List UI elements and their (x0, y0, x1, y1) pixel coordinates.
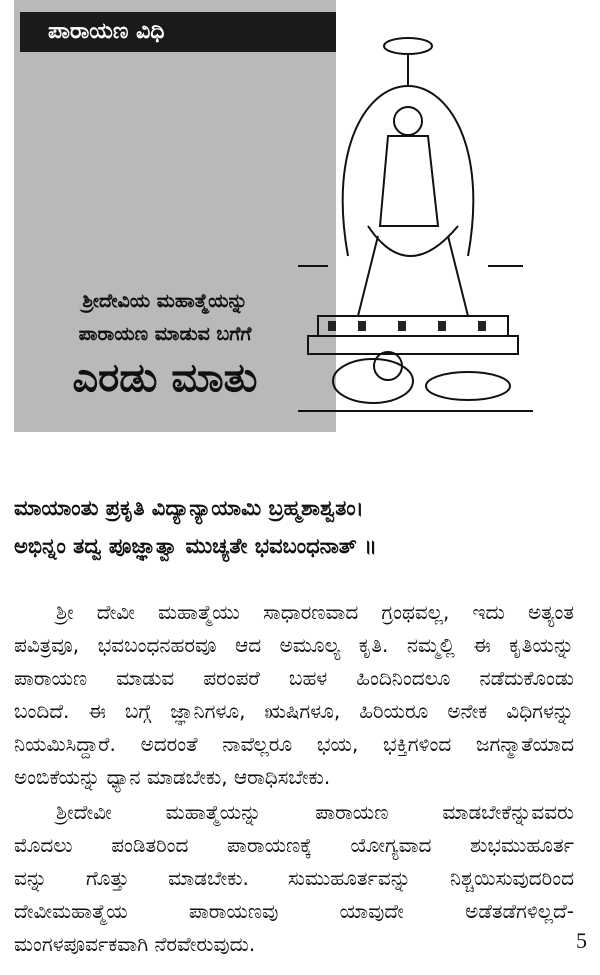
subtitle-line: ಪಾರಾಯಣ ಮಾಡುವ ಬಗೆಗೆ (78, 323, 252, 345)
verse-line: ಮಾಯಾಂತು ಪ್ರಕೃತಿ ವಿದ್ಯಾನ್ಯಾಯಾಮಿ ಬ್ರಹ್ಮಶಾಶ್ವತಂ। (14, 496, 364, 520)
paragraph-line: ಮೊದಲು ಪಂಡಿತರಿಂದ ಪಾರಾಯಣಕ್ಕೆ ಯೋಗ್ಯವಾದ ಶುಭಮುಹೂರ್ತ (14, 833, 574, 857)
paragraph-line: ನಿಯಮಿಸಿದ್ದಾರೆ. ಅದರಂತೆ ನಾವೆಲ್ಲರೂ ಭಯ, ಭಕ್ತಿಗಳಿಂದ ಜಗನ್ಮಾತೆಯಾದ (14, 732, 574, 756)
page-number: 5 (576, 928, 587, 953)
paragraph-line: ಬಂದಿದೆ. ಈ ಬಗ್ಗೆ ಜ್ಞಾನಿಗಳೂ, ಋಷಿಗಳೂ, ಹಿರಿಯರೂ ಅನೇಕ ವಿಧಿಗಳನ್ನು (14, 699, 574, 723)
goddess-illustration (288, 26, 540, 422)
paragraph-line: ಮಂಗಳಪೂರ್ವಕವಾಗಿ ನೆರವೇರುವುದು. (14, 932, 256, 956)
paragraph-line: ವನ್ನು ಗೊತ್ತು ಮಾಡಬೇಕು. ಸುಮುಹೂರ್ತವನ್ನು ನಿಶ್ಚಯಿಸುವುದರಿಂದ (14, 866, 574, 890)
chapter-heading: ಎರಡು ಮಾತು (72, 355, 258, 401)
subtitle-line: ಶ್ರೀದೇವಿಯ ಮಹಾತ್ಮೆಯನ್ನು (82, 290, 248, 312)
paragraph-line: ಪವಿತ್ರವೂ, ಭವಬಂಧನಹರವೂ ಆದ ಅಮೂಲ್ಯ ಕೃತಿ. ನಮ್ಮಲ್ಲಿ ಈ ಕೃತಿಯನ್ನು (14, 633, 574, 657)
section-header: ಪಾರಾಯಣ ವಿಧಿ (20, 12, 336, 52)
paragraph-line: ಶ್ರೀ ದೇವೀ ಮಹಾತ್ಮೆಯು ಸಾಧಾರಣವಾದ ಗ್ರಂಥವಲ್ಲ, ಇದು ಅತ್ಯಂತ (56, 600, 574, 624)
paragraph-line: ಶ್ರೀದೇವೀ ಮಹಾತ್ಮೆಯನ್ನು ಪಾರಾಯಣ ಮಾಡಬೇಕೆನ್ನುವವರು (56, 800, 574, 824)
paragraph-line: ದೇವೀಮಹಾತ್ಮೆಯ ಪಾರಾಯಣವು ಯಾವುದೇ ಅಡೆತಡೆಗಳಿಲ್ಲದೆ- (14, 899, 574, 923)
paragraph-line: ಪಾರಾಯಣ ಮಾಡುವ ಪರಂಪರೆ ಬಹಳ ಹಿಂದಿನಿಂದಲೂ ನಡೆದುಕೊಂಡು (14, 666, 574, 690)
paragraph-line: ಅಂಬಿಕೆಯನ್ನು ಧ್ಯಾನ ಮಾಡಬೇಕು, ಆರಾಧಿಸಬೇಕು. (14, 765, 331, 789)
verse-line: ಅಭಿನ್ನಂ ತದ್ವ ಪೂಜ್ಞಾತ್ವಾ ಮುಚ್ಯತೇ ಭವಬಂಧನಾತ್ ॥ (14, 534, 377, 558)
